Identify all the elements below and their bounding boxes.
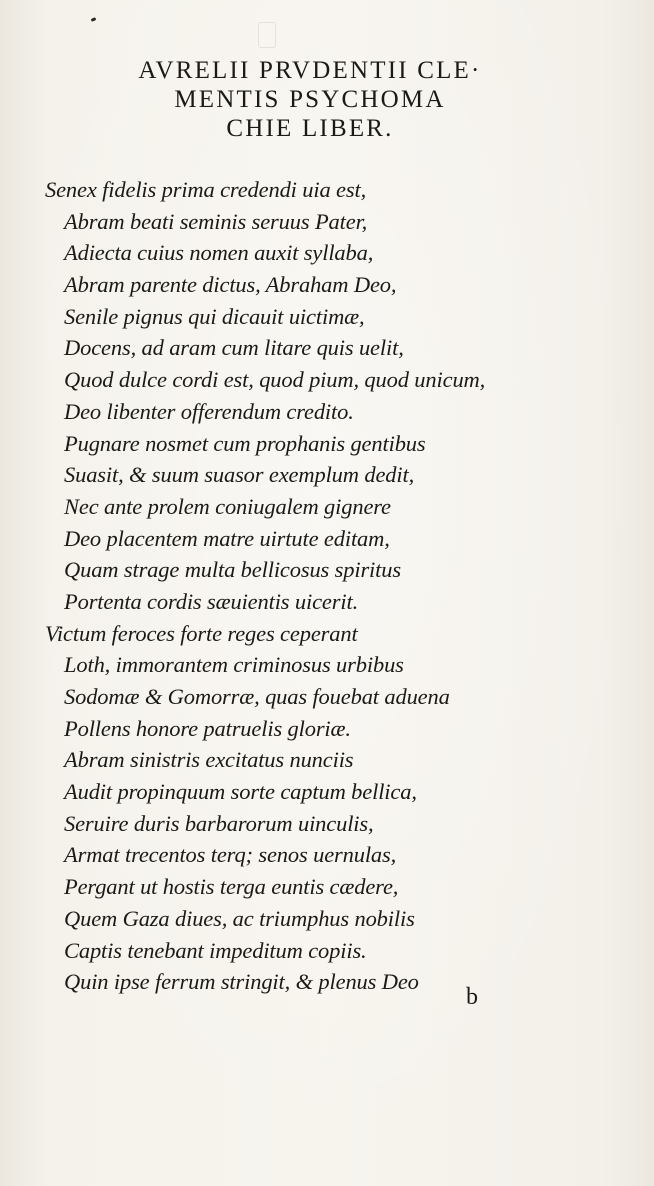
verse-line — [0, 776, 654, 808]
verse-text: Quem Gaza diues, ac triumphus nobilis — [64, 905, 415, 931]
verse-text: Victum feroces forte reges ceperant — [45, 620, 358, 646]
title-line: CHIE LIBER. — [226, 115, 394, 142]
verse-line — [0, 459, 654, 491]
verse-text: Armat trecentos terq; senos uernulas, — [64, 842, 397, 868]
verse-line — [0, 713, 654, 745]
verse-text: Deo libenter offerendum credito. — [64, 398, 354, 424]
verse-text: Nec ante prolem coniugalem gignere — [64, 493, 391, 519]
verse-text: Suasit, & suum suasor exemplum dedit, — [64, 462, 415, 488]
verse-line — [0, 554, 654, 586]
verse-text: Abram sinistris excitatus nunciis — [64, 747, 354, 773]
signature-mark: b — [466, 984, 478, 1010]
verse-text: Adiecta cuius nomen auxit syllaba, — [64, 240, 374, 266]
verse-text: Deo placentem matre uirtute editam, — [64, 525, 390, 551]
verse-text: Sodomæ & Gomorræ, quas fouebat aduena — [64, 684, 450, 709]
verse-line — [0, 808, 654, 840]
verse-text: Portenta cordis sæuientis uicerit. — [64, 588, 359, 614]
verse-line — [0, 301, 654, 333]
verse-text: Senile pignus qui dicauit uictimæ, — [64, 303, 365, 329]
verse-line — [0, 649, 654, 681]
verse-line — [0, 586, 654, 618]
verse-line — [0, 839, 654, 871]
verse-line — [0, 903, 654, 935]
verse-line — [0, 491, 654, 523]
verse-text: Abram beati seminis seruus Pater, — [64, 208, 368, 234]
title-line: MENTIS PSYCHOMA — [174, 86, 446, 113]
verse-line — [0, 174, 654, 206]
verse-text: Captis tenebant impeditum copiis. — [64, 937, 367, 963]
verse-line — [0, 269, 654, 301]
verse-text: Quin ipse ferrum stringit, & plenus Deo — [64, 969, 419, 995]
verse-line — [0, 237, 654, 269]
verse-text: Pergant ut hostis terga euntis cædere, — [64, 874, 399, 900]
verse-line — [0, 523, 654, 555]
verse-text: Senex fidelis prima credendi uia est, — [45, 177, 367, 202]
page-title — [60, 56, 560, 143]
verse-text: Quod dulce cordi est, quod pium, quod unicum, — [64, 367, 486, 393]
verse-text: Docens, ad aram cum litare quis uelit, — [64, 335, 404, 361]
verse-text: Loth, immorantem criminosus urbibus — [64, 652, 404, 678]
verse-text: Pugnare nosmet cum prophanis gentibus — [64, 430, 426, 456]
verse-line — [0, 618, 654, 650]
verse-line — [0, 744, 654, 776]
show-through-mark — [258, 22, 276, 48]
verse-list — [0, 174, 654, 998]
verse-text: Audit propinquum sorte captum bellica, — [64, 779, 417, 805]
verse-line — [0, 681, 654, 713]
verse-text: Quam strage multa bellicosus spiritus — [64, 557, 401, 583]
verse-line — [0, 364, 654, 396]
title-line: AVRELII PRVDENTII CLE· — [138, 57, 482, 84]
verse-line — [0, 396, 654, 428]
verse-text: Seruire duris barbarorum uinculis, — [64, 810, 374, 836]
verse-line — [0, 206, 654, 238]
ink-speck — [91, 17, 97, 22]
verse-line — [0, 428, 654, 460]
verse-line — [0, 966, 654, 998]
verse-line — [0, 871, 654, 903]
verse-text: Pollens honore patruelis gloriæ. — [64, 715, 351, 741]
verse-line — [0, 935, 654, 967]
verse-text: Abram parente dictus, Abraham Deo, — [64, 272, 397, 298]
verse-line — [0, 332, 654, 364]
